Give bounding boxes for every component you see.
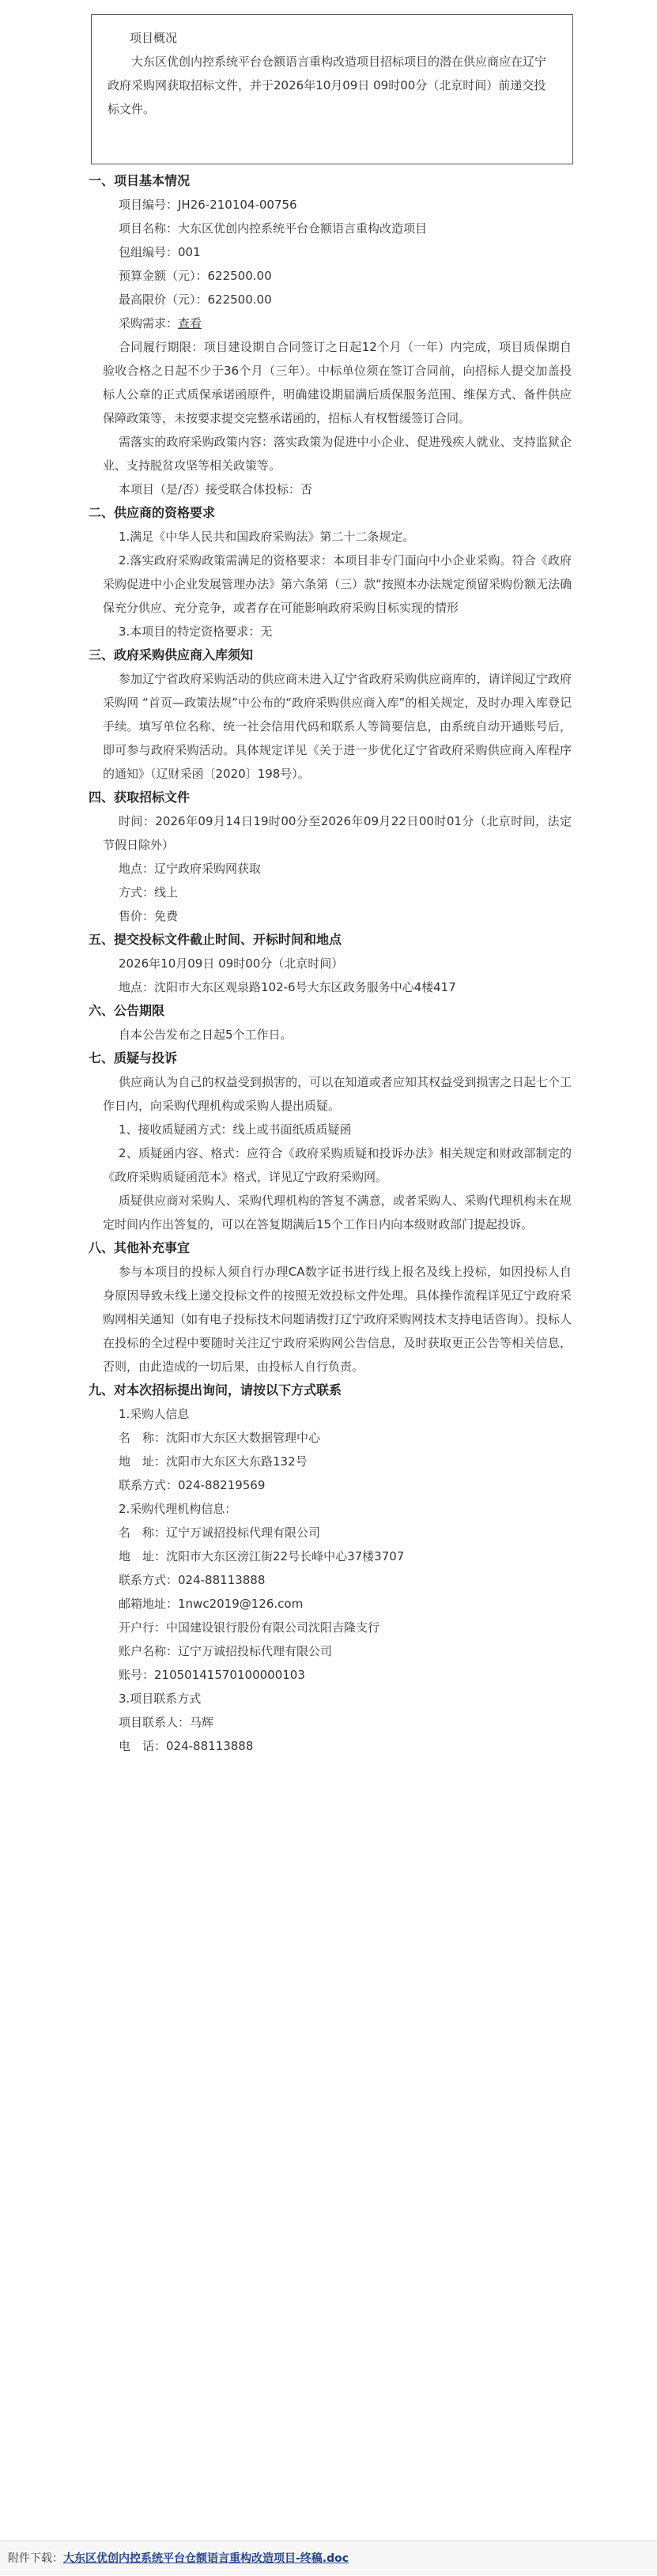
notice-period-text: 自本公告发布之日起5个工作日。 <box>119 1028 293 1042</box>
project-contact-title: 3.项目联系方式 <box>119 1692 202 1706</box>
qualification-item-2: 2.落实政府采购政策需满足的资格要求：本项目非专门面向中小企业采购。符合《政府采购促进中小企业发展管理办法》第六条第（三）款“按照本办法规定预留采购份额无法确保充分供应、充分竞争，或者存在可能影响政府采购目标实现的情形 <box>103 553 572 615</box>
attachment-bar <box>0 2540 657 2575</box>
procurement-requirement <box>0 311 657 335</box>
section-heading-deadline: 五、提交投标文件截止时间、开标时间和地点 <box>89 932 342 947</box>
agent-info-title: 2.采购代理机构信息： <box>119 1502 237 1516</box>
attachment-download-link[interactable]: 大东区优创内控系统平台仓额语言重构改造项目-终稿.doc <box>63 2552 349 2565</box>
project-contact-phone: 电 话：024-88113888 <box>119 1739 254 1753</box>
buyer-address: 地 址：沈阳市大东区大东路132号 <box>119 1454 308 1469</box>
complaint-text-3: 2、质疑函内容、格式：应符合《政府采购质疑和投诉办法》相关规定和财政部制定的《政府采购质疑函范本》格式，详见辽宁政府采购网。 <box>103 1146 572 1184</box>
agent-account-name: 账户名称：辽宁万诚招投标代理有限公司 <box>119 1644 333 1658</box>
obtain-place: 地点：辽宁政府采购网获取 <box>119 862 262 876</box>
complaint-text-4: 质疑供应商对采购人、采购代理机构的答复不满意，或者采购人、采购代理机构未在规定时间内作出答复的，可以在答复期满后15个工作日内向本级财政部门提起投诉。 <box>103 1194 572 1231</box>
package-number: 包组编号：001 <box>119 245 201 259</box>
contract-period-text: 合同履行期限：项目建设期自合同签订之日起12个月（一年）内完成，项目质保期自验收合格之日起不少于36个月（三年）。中标单位须在签订合同前，向招标人提交加盖投标人公章的正式质保承诺函原件，明确建设期届满后质保服务范围、维保方式、备件供应保障政策等，未按要求提交完整承诺函的，招标人有权暂缓签订合同。 <box>103 340 572 425</box>
requirement-label: 采购需求： <box>119 316 179 330</box>
overview-text: 大东区优创内控系统平台仓额语言重构改造项目招标项目的潜在供应商应在辽宁政府采购网获取招标文件，并于2026年10月09日 09时00分（北京时间）前递交投标文件。 <box>108 55 547 116</box>
other-matters-text: 参与本项目的投标人须自行办理CA数字证书进行线上报名及线上投标，如因投标人自身原因导致未线上递交投标文件的按照无效投标文件处理。具体操作流程详见辽宁政府采购网相关通知（如有电子投标技术问题请拨打辽宁政府采购网技术支持电话咨询）。投标人在投标的全过程中要随时关注辽宁政府采购网公告信息，及时获取更正公告等相关信息，否则，由此造成的一切后果，由投标人自行负责。 <box>103 1265 572 1374</box>
section-heading-obtain-documents: 四、获取招标文件 <box>89 790 191 805</box>
section-heading-other-matters: 八、其他补充事宜 <box>89 1240 191 1255</box>
obtain-method: 方式：线上 <box>119 885 179 900</box>
document-price: 售价：免费 <box>119 909 179 923</box>
agent-name: 名 称：辽宁万诚招投标代理有限公司 <box>119 1526 321 1540</box>
agent-account-number: 账号：21050141570100000103 <box>119 1668 305 1682</box>
budget-amount: 预算金额（元）：622500.00 <box>119 269 272 283</box>
overview-title: 项目概况 <box>130 31 178 45</box>
max-price: 最高限价（元）：622500.00 <box>119 292 272 307</box>
announcement-content <box>0 169 657 1758</box>
procurement-policy-text: 需落实的政府采购政策内容：落实政策为促进中小企业、促进残疾人就业、支持监狱企业、支持脱贫攻坚等相关政策等。 <box>103 435 572 473</box>
deadline-place: 地点：沈阳市大东区观泉路102-6号大东区政务服务中心4楼417 <box>119 980 456 994</box>
section-heading-contact: 九、对本次招标提出询问，请按以下方式联系 <box>89 1382 342 1397</box>
supplier-registration-text: 参加辽宁省政府采购活动的供应商未进入辽宁省政府采购供应商库的，请详阅辽宁政府采购网 “首页—政策法规”中公布的“政府采购供应商入库”的相关规定，及时办理入库登记手续。填写单位名称、统一社会信用代码和联系人等简要信息，由系统自动开通账号后，即可参与政府采购活动。具体规定详见《关于进一步优化辽宁省政府采购供应商入库程序的通知》（辽财采函〔2020〕198号）。 <box>103 672 572 781</box>
qualification-item-3: 3.本项目的特定资格要求：无 <box>119 624 273 639</box>
project-contact-person: 项目联系人：马辉 <box>119 1715 214 1729</box>
project-name: 项目名称：大东区优创内控系统平台仓额语言重构改造项目 <box>119 221 428 236</box>
qualification-item-1: 1.满足《中华人民共和国政府采购法》第二十二条规定。 <box>119 530 415 544</box>
joint-bidding-text: 本项目（是/否）接受联合体投标：否 <box>119 482 313 496</box>
agent-bank: 开户行：中国建设银行股份有限公司沈阳吉隆支行 <box>119 1620 380 1635</box>
project-number: 项目编号：JH26-210104-00756 <box>119 198 297 212</box>
agent-email: 邮箱地址：1nwc2019@126.com <box>119 1597 304 1611</box>
obtain-time: 时间：2026年09月14日19时00分至2026年09月22日00时01分（北京时间，法定节假日除外） <box>103 814 572 852</box>
section-heading-supplier-registration: 三、政府采购供应商入库须知 <box>89 647 254 662</box>
buyer-phone: 联系方式：024-88219569 <box>119 1478 266 1492</box>
complaint-text-1: 供应商认为自己的权益受到损害的，可以在知道或者应知其权益受到损害之日起七个工作日内，向采购代理机构或采购人提出质疑。 <box>103 1075 572 1113</box>
section-heading-basic-info: 一、项目基本情况 <box>89 173 191 188</box>
view-requirement-link[interactable]: 查看 <box>178 316 202 330</box>
section-heading-notice-period: 六、公告期限 <box>89 1003 165 1018</box>
buyer-name: 名 称：沈阳市大东区大数据管理中心 <box>119 1431 321 1445</box>
attachment-label: 附件下载： <box>8 2552 63 2565</box>
section-heading-complaints: 七、质疑与投诉 <box>89 1050 178 1065</box>
agent-phone: 联系方式：024-88113888 <box>119 1573 266 1587</box>
complaint-text-2: 1、接收质疑函方式：线上或书面纸质质疑函 <box>119 1122 352 1137</box>
section-heading-qualification: 二、供应商的资格要求 <box>89 505 216 520</box>
buyer-info-title: 1.采购人信息 <box>119 1407 190 1421</box>
deadline-time: 2026年10月09日 09时00分（北京时间） <box>119 956 344 971</box>
project-overview-box <box>91 14 573 164</box>
agent-address: 地 址：沈阳市大东区滂江街22号长峰中心37楼3707 <box>119 1549 405 1563</box>
